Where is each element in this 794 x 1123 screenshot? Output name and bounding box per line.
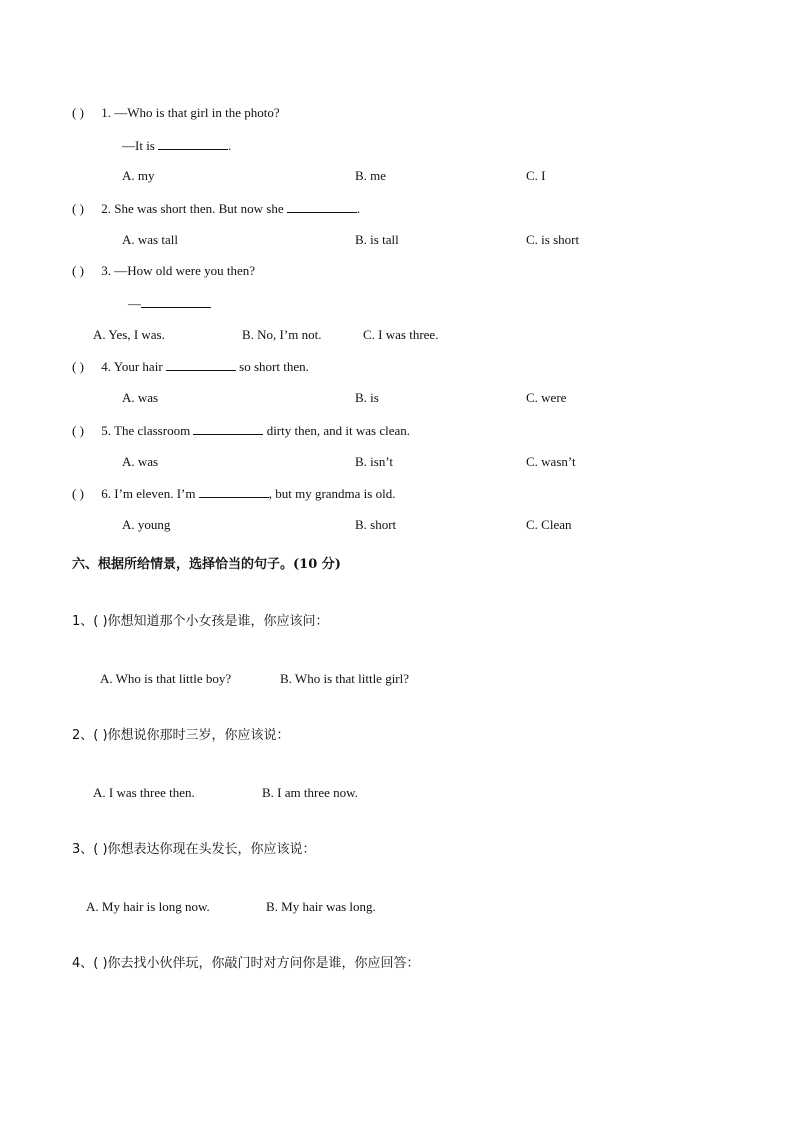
- option-a: A. was tall: [122, 232, 178, 247]
- option-a: A. my: [122, 168, 155, 183]
- question-3-answer-line: [128, 295, 211, 312]
- question-suffix: .: [356, 201, 361, 216]
- answer-suffix: .: [228, 138, 232, 153]
- question-suffix: , but my grandma is old.: [268, 486, 396, 501]
- fill-blank[interactable]: [287, 200, 357, 213]
- answer-prefix: —: [128, 296, 141, 311]
- option-a: A. was: [122, 454, 159, 469]
- answer-paren[interactable]: ( ): [72, 423, 84, 438]
- option-c: C. I: [526, 168, 546, 183]
- option-b: B. short: [355, 517, 397, 532]
- question-5: [72, 422, 410, 439]
- situation-prompt-4: 4、( )你去找小伙伴玩，你敲门时对方问你是谁，你应回答：: [72, 956, 420, 971]
- option-c: C. Clean: [526, 517, 572, 532]
- answer-paren[interactable]: ( ): [72, 263, 84, 278]
- option-b: B. me: [355, 168, 387, 183]
- option-b: B. No, I’m not.: [242, 327, 322, 342]
- situation-1-option-a: A. Who is that little boy?: [100, 671, 232, 686]
- option-b: B. isn’t: [355, 454, 394, 469]
- question-stem: 3. —How old were you then?: [101, 263, 256, 278]
- option-b: B. is: [355, 390, 379, 405]
- answer-paren[interactable]: ( ): [72, 486, 84, 501]
- situation-2-option-b: B. I am three now.: [262, 785, 358, 800]
- option-c: C. wasn’t: [526, 454, 576, 469]
- question-stem: 4. Your hair: [101, 359, 163, 374]
- question-stem: 6. I’m eleven. I’m: [101, 486, 196, 501]
- option-a: A. young: [122, 517, 171, 532]
- question-1: [72, 105, 280, 121]
- answer-prefix: —It is: [122, 138, 155, 153]
- situation-3-option-a: A. My hair is long now.: [86, 899, 210, 914]
- answer-paren[interactable]: ( ): [72, 105, 84, 120]
- answer-paren[interactable]: ( ): [72, 359, 84, 374]
- option-c: C. is short: [526, 232, 580, 247]
- fill-blank[interactable]: [199, 485, 269, 498]
- fill-blank[interactable]: [158, 137, 228, 150]
- fill-blank[interactable]: [141, 295, 211, 308]
- question-6: [72, 485, 395, 502]
- situation-3-option-b: B. My hair was long.: [266, 899, 376, 914]
- option-b: B. is tall: [355, 232, 399, 247]
- question-suffix: dirty then, and it was clean.: [266, 423, 411, 438]
- fill-blank[interactable]: [166, 358, 236, 371]
- question-stem: 2. She was short then. But now she: [101, 201, 284, 216]
- option-c: C. I was three.: [363, 327, 439, 342]
- question-3: [72, 263, 255, 279]
- situation-prompt-1: 1、( )你想知道那个小女孩是谁，你应该问：: [72, 614, 329, 629]
- question-1-answer-line: [122, 137, 231, 154]
- situation-2-option-a: A. I was three then.: [93, 785, 195, 800]
- situation-1-option-b: B. Who is that little girl?: [280, 671, 410, 686]
- question-suffix: so short then.: [239, 359, 309, 374]
- section-heading: 六、根据所给情景，选择恰当的句子。(10 分): [72, 557, 341, 572]
- question-2: [72, 200, 360, 217]
- option-a: A. was: [122, 390, 159, 405]
- question-stem: 1. —Who is that girl in the photo?: [101, 105, 280, 120]
- question-4: [72, 358, 309, 375]
- situation-prompt-3: 3、( )你想表达你现在头发长，你应该说：: [72, 842, 316, 857]
- option-a: A. Yes, I was.: [93, 327, 165, 342]
- situation-prompt-2: 2、( )你想说你那时三岁，你应该说：: [72, 728, 290, 743]
- fill-blank[interactable]: [193, 422, 263, 435]
- answer-paren[interactable]: ( ): [72, 201, 84, 216]
- question-stem: 5. The classroom: [101, 423, 191, 438]
- option-c: C. were: [526, 390, 567, 405]
